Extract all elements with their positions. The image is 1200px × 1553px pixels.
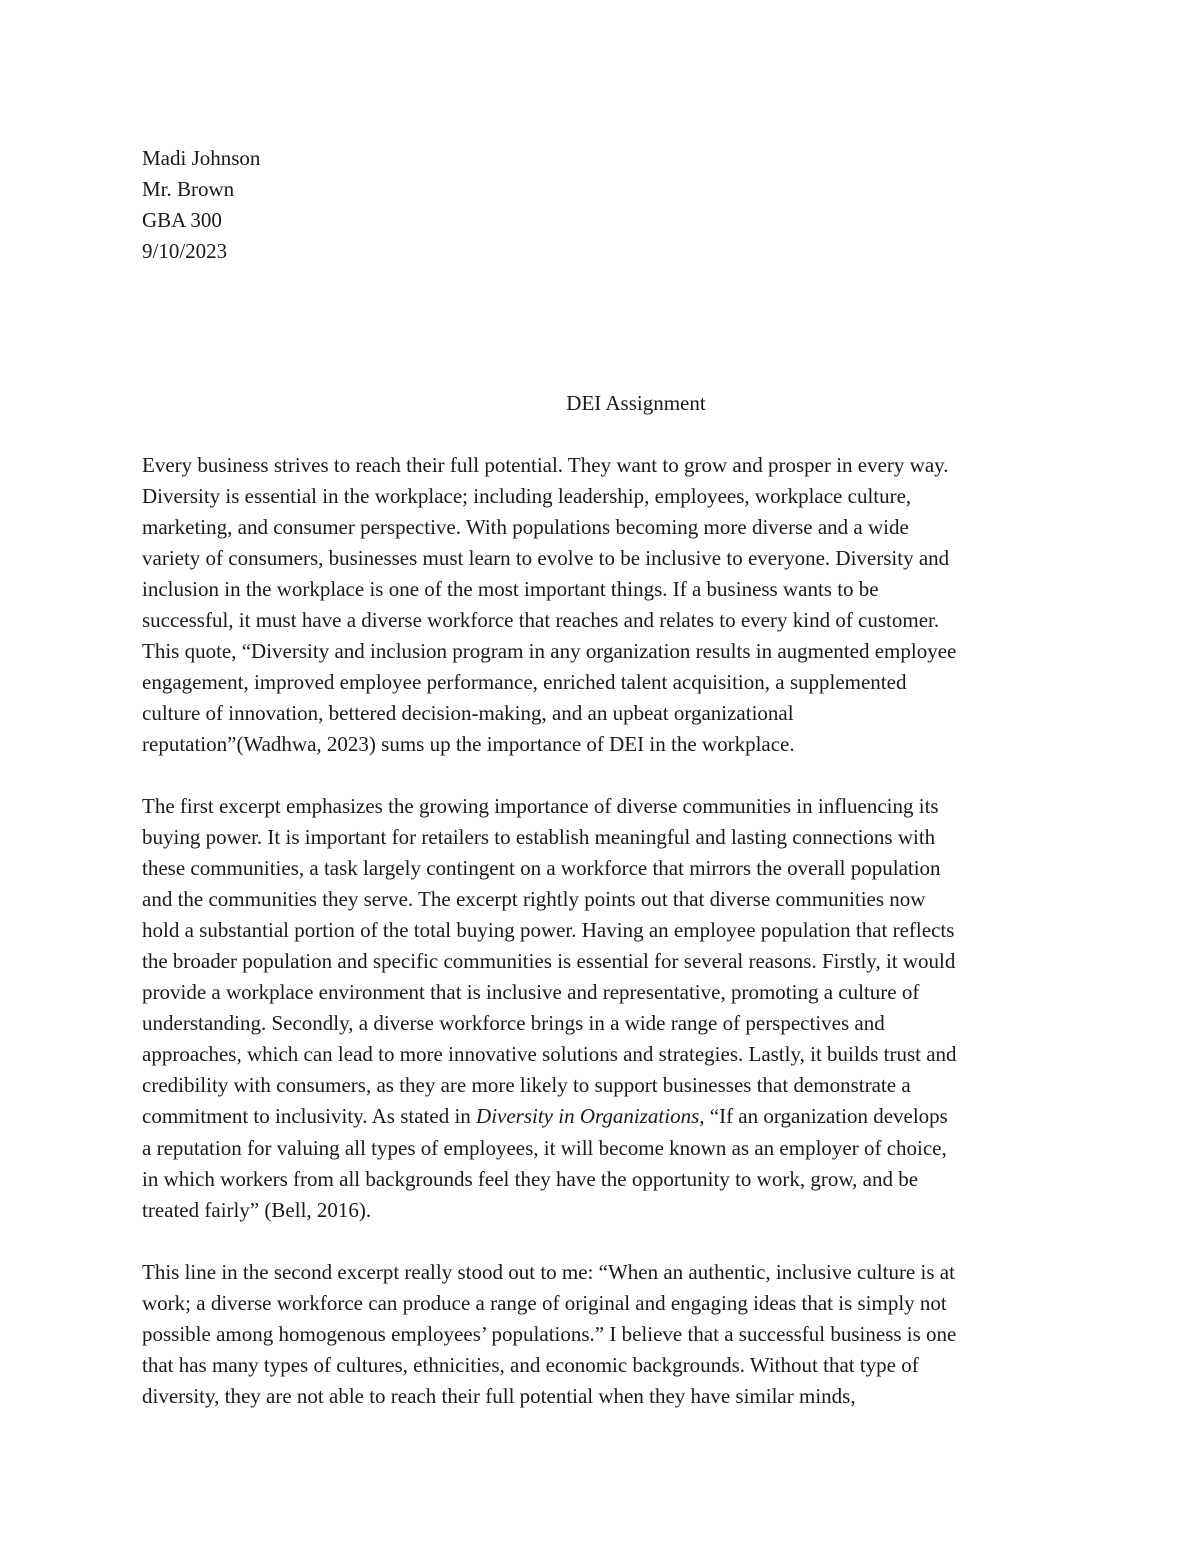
text-line: variety of consumers, businesses must learn to evolve to be inclusive to everyone. Diversity and — [142, 546, 950, 571]
text-line: a reputation for valuing all types of employees, it will become known as an employer of choice, — [142, 1135, 947, 1160]
text-line: The first excerpt emphasizes the growing importance of diverse communities in influencing its — [142, 794, 939, 818]
text-line: Every business strives to reach their full potential. They want to grow and prosper in every way. — [142, 453, 949, 477]
text-segment: “If an organization develops — [704, 1104, 948, 1129]
text-line: approaches, which can lead to more innovative solutions and strategies. Lastly, it builds trust and — [142, 1042, 957, 1067]
text-line: inclusion in the workplace is one of the most important things. If a business wants to be — [142, 577, 879, 602]
text-line: This line in the second excerpt really stood out to me: “When an authentic, inclusive culture is at — [142, 1260, 955, 1284]
text-line: that has many types of cultures, ethnicities, and economic backgrounds. Without that type of — [142, 1353, 919, 1378]
paragraph-3 — [142, 1257, 956, 1412]
text-line: hold a substantial portion of the total buying power. Having an employee population that reflects — [142, 918, 955, 943]
instructor-name: Mr. Brown — [142, 177, 235, 201]
text-line: culture of innovation, bettered decision-making, and an upbeat organizational — [142, 701, 794, 726]
paragraph-1 — [142, 450, 956, 760]
text-line: reputation”(Wadhwa, 2023) sums up the importance of DEI in the workplace. — [142, 732, 795, 757]
text-line: This quote, “Diversity and inclusion program in any organization results in augmented employee — [142, 639, 957, 664]
assignment-date: 9/10/2023 — [142, 239, 228, 263]
text-line: buying power. It is important for retailers to establish meaningful and lasting connections with — [142, 825, 936, 850]
text-line: Diversity is essential in the workplace; including leadership, employees, workplace culture, — [142, 484, 912, 509]
book-title: Diversity in Organizations, — [476, 1104, 705, 1129]
text-line: successful, it must have a diverse workforce that reaches and relates to every kind of customer. — [142, 608, 940, 633]
course-code: GBA 300 — [142, 208, 222, 232]
text-line: credibility with consumers, as they are more likely to support businesses that demonstrate a — [142, 1073, 911, 1098]
paragraph-2 — [142, 791, 957, 1226]
text-line: marketing, and consumer perspective. With populations becoming more diverse and a wide — [142, 515, 909, 540]
text-line: engagement, improved employee performance, enriched talent acquisition, a supplemented — [142, 670, 907, 695]
text-line: possible among homogenous employees’ populations.” I believe that a successful business is one — [142, 1322, 957, 1347]
text-line: understanding. Secondly, a diverse workforce brings in a wide range of perspectives and — [142, 1011, 885, 1036]
text-line: treated fairly” (Bell, 2016). — [142, 1197, 372, 1222]
text-line: provide a workplace environment that is inclusive and representative, promoting a culture of — [142, 980, 920, 1005]
heading-block — [142, 143, 260, 267]
text-line: diversity, they are not able to reach their full potential when they have similar minds, — [142, 1384, 856, 1409]
text-line: work; a diverse workforce can produce a range of original and engaging ideas that is simply not — [142, 1291, 947, 1316]
text-line: the broader population and specific communities is essential for several reasons. Firstly, it would — [142, 949, 956, 974]
text-line: in which workers from all backgrounds feel they have the opportunity to work, grow, and be — [142, 1166, 919, 1191]
student-name: Madi Johnson — [142, 146, 261, 170]
text-segment: commitment to inclusivity. As stated in — [142, 1104, 477, 1129]
text-line: and the communities they serve. The excerpt rightly points out that diverse communities now — [142, 887, 926, 912]
document-title: DEI Assignment — [566, 391, 706, 415]
text-line-with-citation — [142, 1101, 957, 1132]
text-line: these communities, a task largely contingent on a workforce that mirrors the overall population — [142, 856, 941, 881]
